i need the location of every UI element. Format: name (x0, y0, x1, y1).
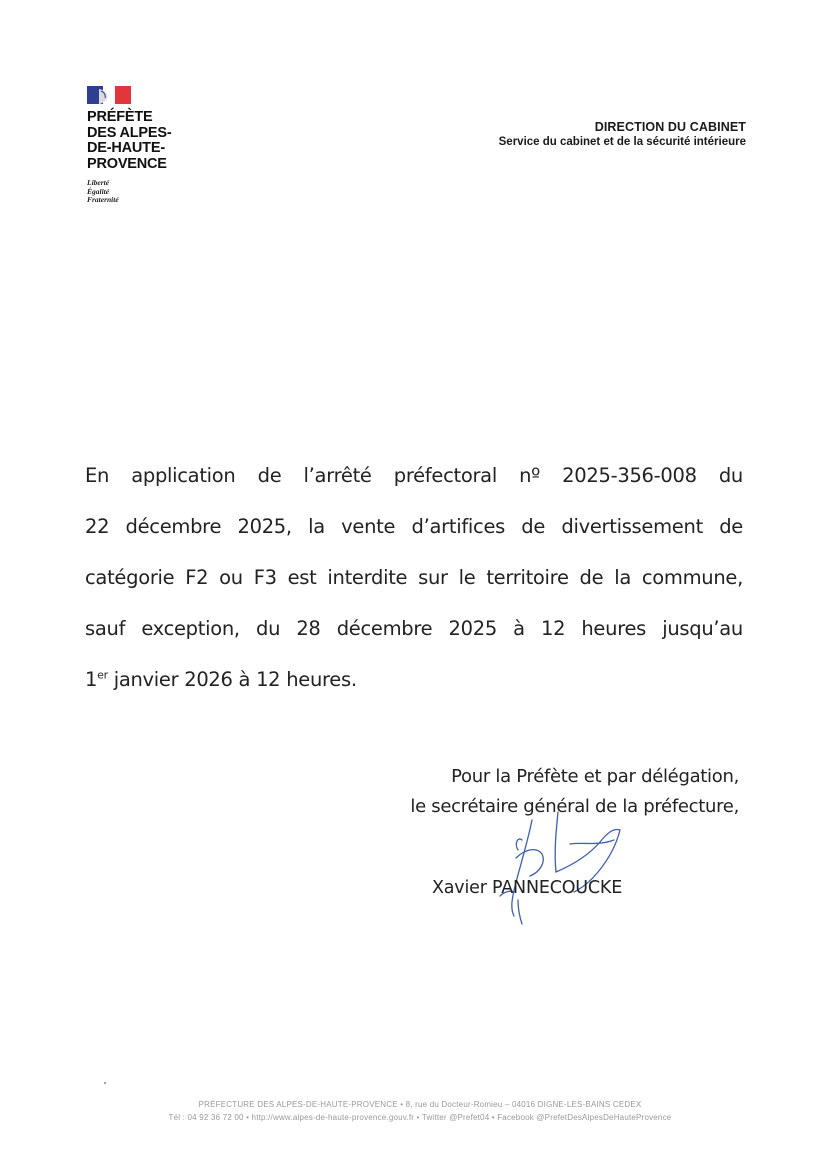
footer-contact: Tél : 04 92 36 72 00 • http://www.alpes-de-haute-provence.gouv.fr • Twitter @Prefet04 • Facebook @PrefetDesAlpesDeHauteProvence (168, 1113, 672, 1122)
direction-title: DIRECTION DU CABINET (594, 120, 746, 134)
delegation-line: Pour la Préfète et par délégation, (451, 766, 739, 787)
logo-line: DES ALPES- (87, 124, 172, 141)
logo-line: DE-HAUTE- (87, 140, 165, 156)
motto-line: Égalité (87, 186, 110, 196)
body-line: En application de l’arrêté préfectoral nº 2025-356-008 du (85, 464, 743, 487)
date-rest: janvier 2026 à 12 heures. (107, 668, 357, 691)
motto-line: Fraternité (87, 195, 119, 204)
logo-name (87, 110, 217, 172)
signatory-name: Xavier PANNECOUCKE (432, 878, 623, 898)
secretary-line: le secrétaire général de la préfecture, (410, 796, 739, 817)
logo-line: PRÉFÈTE (87, 109, 153, 125)
body-line-last (85, 654, 743, 705)
footer (100, 1098, 740, 1124)
body-line: catégorie F2 ou F3 est interdite sur le territoire de la commune, (85, 566, 743, 589)
prefecture-logo (87, 86, 217, 205)
body-line: 22 décembre 2025, la vente d’artifices de divertissement de (85, 515, 743, 538)
direction-service: Service du cabinet et de la sécurité intérieure (498, 136, 746, 148)
marianne-flag-icon (87, 86, 131, 104)
body-line: sauf exception, du 28 décembre 2025 à 12 heures jusqu’au (85, 617, 743, 640)
motto-line: Liberté (87, 178, 110, 187)
delegation-block (410, 762, 739, 822)
notice-body (85, 450, 743, 705)
direction-header (499, 120, 746, 150)
date-day: 1 (85, 668, 98, 691)
footer-address: PRÉFECTURE DES ALPES-DE-HAUTE-PROVENCE • 8, rue du Docteur-Romieu – 04016 DIGNE-LES-BAINS CEDEX (198, 1100, 642, 1109)
scan-speck (104, 1082, 106, 1084)
date-ordinal: er (97, 668, 108, 682)
logo-line: PROVENCE (87, 155, 167, 172)
motto (87, 179, 217, 205)
